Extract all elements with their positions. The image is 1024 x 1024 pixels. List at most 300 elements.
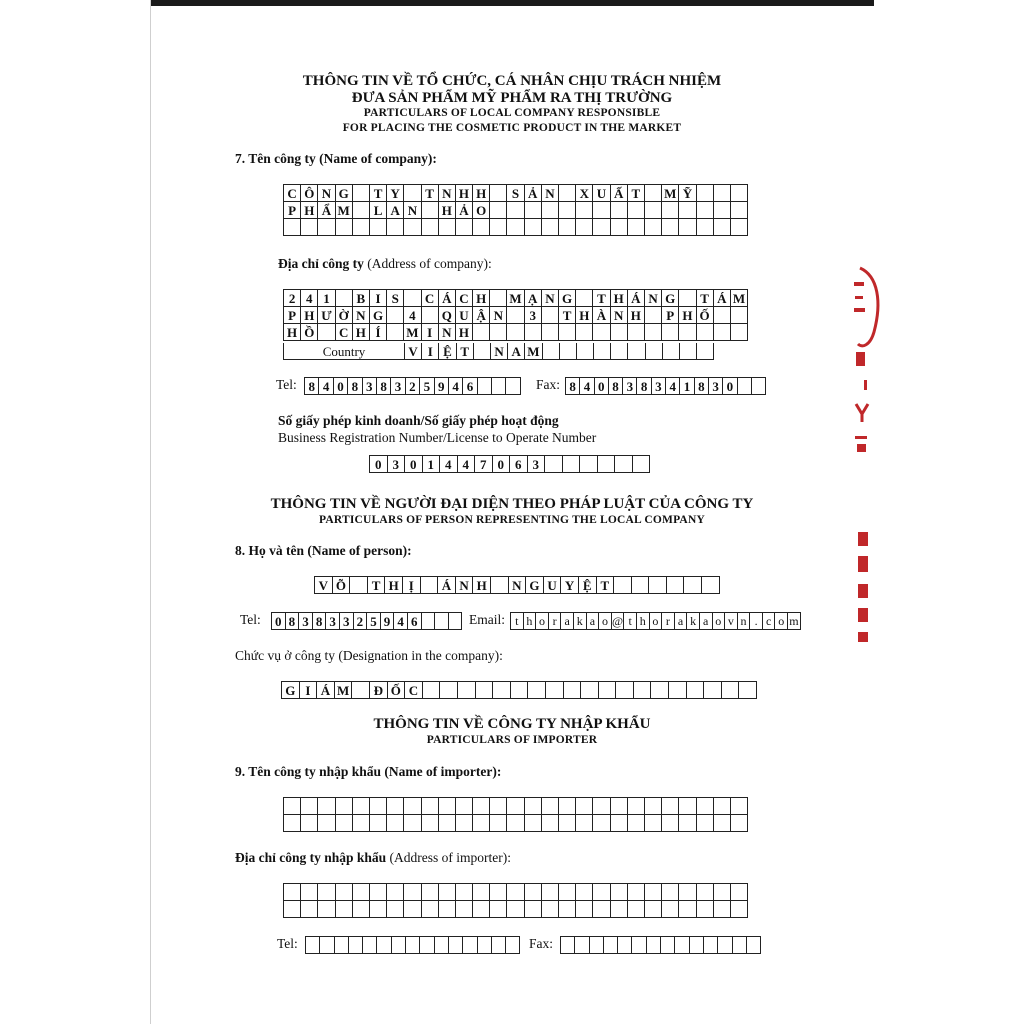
designation-cell[interactable]: Ố bbox=[388, 682, 406, 699]
country-cell[interactable]: T bbox=[457, 343, 474, 360]
importer-address-cell[interactable] bbox=[697, 901, 714, 918]
importer-address-cell[interactable] bbox=[456, 901, 473, 918]
company-address-cell[interactable]: Ồ bbox=[301, 324, 318, 341]
company-name-cell[interactable] bbox=[404, 185, 421, 202]
importer-name-cell[interactable] bbox=[336, 815, 353, 832]
importer-name-cell[interactable] bbox=[559, 798, 576, 815]
company-address-cell[interactable] bbox=[490, 290, 507, 307]
importer-address-cell[interactable] bbox=[525, 901, 542, 918]
importer-name-cell[interactable] bbox=[404, 815, 421, 832]
company-tel-grid[interactable] bbox=[304, 377, 521, 395]
company-address-cell[interactable]: 4 bbox=[301, 290, 318, 307]
company-name-cell[interactable] bbox=[714, 219, 731, 236]
company-name-cell[interactable] bbox=[593, 219, 610, 236]
company-address-cell[interactable] bbox=[645, 324, 662, 341]
designation-cell[interactable] bbox=[476, 682, 494, 699]
person-email-cell[interactable]: h bbox=[637, 613, 650, 630]
company-address-cell[interactable]: Q bbox=[439, 307, 456, 324]
importer-tel-cell[interactable] bbox=[449, 937, 463, 954]
company-name-cell[interactable] bbox=[697, 219, 714, 236]
designation-cell[interactable] bbox=[546, 682, 564, 699]
company-name-cell[interactable] bbox=[679, 202, 696, 219]
person-email-grid[interactable] bbox=[510, 612, 801, 630]
importer-address-cell[interactable] bbox=[507, 901, 524, 918]
person-email-cell[interactable]: t bbox=[624, 613, 637, 630]
company-address-cell[interactable] bbox=[525, 324, 542, 341]
company-fax-cell[interactable]: 4 bbox=[666, 378, 680, 395]
company-tel-cell[interactable] bbox=[492, 378, 506, 395]
importer-address-cell[interactable] bbox=[697, 884, 714, 901]
company-address-cell[interactable]: Ờ bbox=[336, 307, 353, 324]
designation-cell[interactable] bbox=[722, 682, 740, 699]
country-cell[interactable]: V bbox=[405, 343, 422, 360]
person-tel-cell[interactable]: 9 bbox=[381, 613, 395, 630]
company-name-cell[interactable]: L bbox=[370, 202, 387, 219]
company-address-cell[interactable]: N bbox=[645, 290, 662, 307]
person-name-cell[interactable]: T bbox=[368, 577, 386, 594]
importer-fax-cell[interactable] bbox=[747, 937, 761, 954]
company-name-cell[interactable] bbox=[662, 202, 679, 219]
importer-address-cell[interactable] bbox=[611, 901, 628, 918]
company-address-cell[interactable]: À bbox=[593, 307, 610, 324]
person-email-cell[interactable]: o bbox=[650, 613, 663, 630]
importer-name-cell[interactable] bbox=[525, 815, 542, 832]
person-email-cell[interactable]: v bbox=[725, 613, 738, 630]
company-address-cell[interactable] bbox=[404, 290, 421, 307]
company-address-cell[interactable] bbox=[645, 307, 662, 324]
importer-fax-cell[interactable] bbox=[647, 937, 661, 954]
company-name-cell[interactable]: Ỹ bbox=[679, 185, 696, 202]
company-name-cell[interactable] bbox=[542, 202, 559, 219]
company-tel-cell[interactable]: 5 bbox=[420, 378, 434, 395]
person-tel-cell[interactable]: 5 bbox=[367, 613, 381, 630]
importer-name-cell[interactable] bbox=[662, 815, 679, 832]
license-number-cell[interactable]: 7 bbox=[475, 456, 493, 473]
importer-address-cell[interactable] bbox=[628, 884, 645, 901]
person-name-cell[interactable] bbox=[667, 577, 685, 594]
person-tel-cell[interactable]: 3 bbox=[340, 613, 354, 630]
importer-address-cell[interactable] bbox=[370, 901, 387, 918]
importer-address-cell[interactable] bbox=[318, 901, 335, 918]
importer-fax-cell[interactable] bbox=[690, 937, 704, 954]
country-cell[interactable] bbox=[577, 343, 594, 360]
company-name-cell[interactable] bbox=[697, 185, 714, 202]
country-cell[interactable]: N bbox=[491, 343, 508, 360]
importer-address-cell[interactable] bbox=[301, 901, 318, 918]
person-email-cell[interactable]: a bbox=[561, 613, 574, 630]
importer-name-grid[interactable] bbox=[283, 797, 748, 832]
company-address-cell[interactable] bbox=[576, 324, 593, 341]
designation-cell[interactable]: Đ bbox=[370, 682, 388, 699]
country-cell[interactable] bbox=[663, 343, 680, 360]
designation-cell[interactable]: M bbox=[335, 682, 353, 699]
importer-name-cell[interactable] bbox=[318, 815, 335, 832]
company-name-cell[interactable]: G bbox=[336, 185, 353, 202]
company-address-cell[interactable]: Á bbox=[439, 290, 456, 307]
importer-tel-cell[interactable] bbox=[335, 937, 349, 954]
company-tel-cell[interactable]: 3 bbox=[391, 378, 405, 395]
designation-cell[interactable]: G bbox=[282, 682, 300, 699]
importer-name-cell[interactable] bbox=[628, 815, 645, 832]
company-name-cell[interactable] bbox=[559, 185, 576, 202]
country-cell[interactable] bbox=[646, 343, 663, 360]
importer-address-cell[interactable] bbox=[645, 884, 662, 901]
company-name-cell[interactable]: Ả bbox=[456, 202, 473, 219]
company-address-cell[interactable]: 1 bbox=[318, 290, 335, 307]
person-name-cell[interactable] bbox=[649, 577, 667, 594]
company-address-cell[interactable]: 3 bbox=[525, 307, 542, 324]
importer-name-cell[interactable] bbox=[387, 798, 404, 815]
person-name-cell[interactable] bbox=[684, 577, 702, 594]
company-address-cell[interactable]: H bbox=[473, 290, 490, 307]
company-address-cell[interactable]: P bbox=[284, 307, 301, 324]
importer-name-cell[interactable] bbox=[490, 798, 507, 815]
company-name-cell[interactable]: M bbox=[336, 202, 353, 219]
company-name-cell[interactable] bbox=[507, 219, 524, 236]
company-name-cell[interactable] bbox=[456, 219, 473, 236]
importer-address-cell[interactable] bbox=[284, 884, 301, 901]
person-name-grid[interactable] bbox=[314, 576, 720, 594]
importer-name-cell[interactable] bbox=[284, 815, 301, 832]
company-name-cell[interactable]: Y bbox=[387, 185, 404, 202]
company-address-cell[interactable] bbox=[422, 307, 439, 324]
importer-address-cell[interactable] bbox=[318, 884, 335, 901]
company-name-cell[interactable] bbox=[387, 219, 404, 236]
importer-address-cell[interactable] bbox=[353, 901, 370, 918]
company-name-cell[interactable] bbox=[679, 219, 696, 236]
company-name-cell[interactable] bbox=[645, 219, 662, 236]
importer-name-cell[interactable] bbox=[404, 798, 421, 815]
company-address-cell[interactable]: 4 bbox=[404, 307, 421, 324]
person-tel-cell[interactable]: 4 bbox=[394, 613, 408, 630]
company-name-cell[interactable] bbox=[490, 219, 507, 236]
importer-address-cell[interactable] bbox=[507, 884, 524, 901]
person-tel-cell[interactable]: 0 bbox=[272, 613, 286, 630]
company-address-cell[interactable]: H bbox=[679, 307, 696, 324]
person-name-cell[interactable]: G bbox=[526, 577, 544, 594]
company-name-cell[interactable] bbox=[628, 202, 645, 219]
company-name-cell[interactable] bbox=[490, 185, 507, 202]
company-name-cell[interactable]: O bbox=[473, 202, 490, 219]
company-address-cell[interactable]: N bbox=[490, 307, 507, 324]
company-name-cell[interactable]: Ô bbox=[301, 185, 318, 202]
company-tel-cell[interactable]: 8 bbox=[305, 378, 319, 395]
person-name-cell[interactable]: V bbox=[315, 577, 333, 594]
company-fax-cell[interactable]: 8 bbox=[566, 378, 580, 395]
company-name-grid[interactable] bbox=[283, 184, 748, 236]
license-number-grid[interactable] bbox=[369, 455, 650, 473]
designation-cell[interactable]: I bbox=[300, 682, 318, 699]
company-address-cell[interactable] bbox=[507, 324, 524, 341]
importer-fax-cell[interactable] bbox=[618, 937, 632, 954]
importer-tel-cell[interactable] bbox=[320, 937, 334, 954]
company-name-cell[interactable]: N bbox=[439, 185, 456, 202]
importer-fax-cell[interactable] bbox=[661, 937, 675, 954]
company-address-cell[interactable]: H bbox=[301, 307, 318, 324]
company-address-cell[interactable]: T bbox=[559, 307, 576, 324]
designation-cell[interactable]: Á bbox=[317, 682, 335, 699]
person-email-cell[interactable]: t bbox=[511, 613, 524, 630]
designation-cell[interactable] bbox=[458, 682, 476, 699]
importer-name-cell[interactable] bbox=[284, 798, 301, 815]
company-country-grid[interactable] bbox=[283, 343, 714, 360]
company-address-cell[interactable]: Á bbox=[714, 290, 731, 307]
importer-tel-cell[interactable] bbox=[392, 937, 406, 954]
importer-fax-cell[interactable] bbox=[632, 937, 646, 954]
company-tel-cell[interactable]: 3 bbox=[363, 378, 377, 395]
importer-name-cell[interactable] bbox=[439, 798, 456, 815]
importer-address-cell[interactable] bbox=[284, 901, 301, 918]
company-fax-cell[interactable]: 1 bbox=[680, 378, 694, 395]
person-name-cell[interactable] bbox=[421, 577, 439, 594]
importer-fax-cell[interactable] bbox=[604, 937, 618, 954]
company-address-cell[interactable]: H bbox=[611, 290, 628, 307]
company-address-cell[interactable]: B bbox=[353, 290, 370, 307]
person-name-cell[interactable]: Ị bbox=[403, 577, 421, 594]
company-name-cell[interactable] bbox=[353, 202, 370, 219]
company-address-cell[interactable]: M bbox=[731, 290, 748, 307]
importer-name-cell[interactable] bbox=[353, 815, 370, 832]
license-number-cell[interactable] bbox=[615, 456, 633, 473]
company-name-cell[interactable]: C bbox=[284, 185, 301, 202]
company-address-cell[interactable] bbox=[714, 324, 731, 341]
license-number-cell[interactable]: 4 bbox=[440, 456, 458, 473]
importer-address-cell[interactable] bbox=[714, 901, 731, 918]
designation-grid[interactable] bbox=[281, 681, 757, 699]
company-address-cell[interactable]: Ạ bbox=[525, 290, 542, 307]
importer-tel-cell[interactable] bbox=[492, 937, 506, 954]
importer-address-cell[interactable] bbox=[593, 884, 610, 901]
company-fax-cell[interactable]: 0 bbox=[595, 378, 609, 395]
company-address-cell[interactable]: T bbox=[593, 290, 610, 307]
company-fax-cell[interactable] bbox=[752, 378, 766, 395]
importer-address-cell[interactable] bbox=[353, 884, 370, 901]
company-name-cell[interactable]: Ả bbox=[525, 185, 542, 202]
company-name-cell[interactable]: N bbox=[404, 202, 421, 219]
importer-name-cell[interactable] bbox=[542, 798, 559, 815]
company-name-cell[interactable]: P bbox=[284, 202, 301, 219]
company-name-cell[interactable]: H bbox=[473, 185, 490, 202]
importer-address-cell[interactable] bbox=[336, 901, 353, 918]
importer-name-cell[interactable] bbox=[525, 798, 542, 815]
person-name-cell[interactable]: H bbox=[385, 577, 403, 594]
person-email-cell[interactable]: o bbox=[536, 613, 549, 630]
importer-tel-cell[interactable] bbox=[435, 937, 449, 954]
importer-address-cell[interactable] bbox=[370, 884, 387, 901]
importer-name-cell[interactable] bbox=[318, 798, 335, 815]
importer-name-cell[interactable] bbox=[301, 815, 318, 832]
company-name-cell[interactable]: H bbox=[439, 202, 456, 219]
license-number-cell[interactable]: 0 bbox=[493, 456, 511, 473]
designation-cell[interactable] bbox=[651, 682, 669, 699]
designation-cell[interactable] bbox=[704, 682, 722, 699]
company-address-cell[interactable]: T bbox=[697, 290, 714, 307]
importer-name-cell[interactable] bbox=[336, 798, 353, 815]
company-address-cell[interactable] bbox=[611, 324, 628, 341]
company-fax-cell[interactable]: 8 bbox=[637, 378, 651, 395]
company-name-cell[interactable] bbox=[422, 202, 439, 219]
person-email-cell[interactable]: a bbox=[675, 613, 688, 630]
person-name-cell[interactable]: H bbox=[473, 577, 491, 594]
company-address-cell[interactable]: M bbox=[404, 324, 421, 341]
company-name-cell[interactable] bbox=[576, 202, 593, 219]
importer-address-cell[interactable] bbox=[439, 901, 456, 918]
company-name-cell[interactable]: T bbox=[628, 185, 645, 202]
importer-address-cell[interactable] bbox=[490, 884, 507, 901]
company-name-cell[interactable] bbox=[731, 219, 748, 236]
designation-cell[interactable] bbox=[493, 682, 511, 699]
designation-cell[interactable] bbox=[616, 682, 634, 699]
company-address-cell[interactable] bbox=[714, 307, 731, 324]
company-name-cell[interactable] bbox=[559, 219, 576, 236]
person-email-cell[interactable]: h bbox=[524, 613, 537, 630]
country-cell[interactable] bbox=[543, 343, 560, 360]
designation-cell[interactable] bbox=[564, 682, 582, 699]
company-address-cell[interactable]: G bbox=[370, 307, 387, 324]
importer-name-cell[interactable] bbox=[576, 815, 593, 832]
company-name-cell[interactable] bbox=[318, 219, 335, 236]
company-address-cell[interactable] bbox=[387, 307, 404, 324]
importer-name-cell[interactable] bbox=[490, 815, 507, 832]
company-tel-cell[interactable] bbox=[506, 378, 520, 395]
importer-name-cell[interactable] bbox=[645, 798, 662, 815]
company-address-cell[interactable] bbox=[387, 324, 404, 341]
importer-fax-cell[interactable] bbox=[704, 937, 718, 954]
license-number-cell[interactable] bbox=[598, 456, 616, 473]
license-number-cell[interactable]: 0 bbox=[370, 456, 388, 473]
company-name-cell[interactable] bbox=[542, 219, 559, 236]
person-email-cell[interactable]: a bbox=[587, 613, 600, 630]
company-name-cell[interactable]: Ẩ bbox=[318, 202, 335, 219]
importer-address-cell[interactable] bbox=[576, 884, 593, 901]
importer-address-cell[interactable] bbox=[422, 884, 439, 901]
company-name-cell[interactable] bbox=[422, 219, 439, 236]
importer-address-cell[interactable] bbox=[439, 884, 456, 901]
company-fax-cell[interactable]: 3 bbox=[652, 378, 666, 395]
company-address-cell[interactable]: N bbox=[611, 307, 628, 324]
country-cell[interactable] bbox=[474, 343, 491, 360]
importer-fax-cell[interactable] bbox=[733, 937, 747, 954]
company-name-cell[interactable] bbox=[697, 202, 714, 219]
importer-address-cell[interactable] bbox=[662, 884, 679, 901]
company-address-cell[interactable]: G bbox=[662, 290, 679, 307]
country-cell[interactable]: Ệ bbox=[439, 343, 456, 360]
license-number-cell[interactable] bbox=[580, 456, 598, 473]
designation-cell[interactable] bbox=[634, 682, 652, 699]
person-tel-cell[interactable]: 6 bbox=[408, 613, 422, 630]
importer-address-cell[interactable] bbox=[645, 901, 662, 918]
company-address-cell[interactable] bbox=[490, 324, 507, 341]
importer-address-cell[interactable] bbox=[336, 884, 353, 901]
importer-address-cell[interactable] bbox=[490, 901, 507, 918]
importer-address-cell[interactable] bbox=[628, 901, 645, 918]
person-email-cell[interactable]: a bbox=[700, 613, 713, 630]
importer-name-cell[interactable] bbox=[301, 798, 318, 815]
company-name-cell[interactable] bbox=[576, 219, 593, 236]
person-name-cell[interactable]: Á bbox=[438, 577, 456, 594]
person-email-cell[interactable]: k bbox=[687, 613, 700, 630]
person-email-cell[interactable]: r bbox=[549, 613, 562, 630]
person-name-cell[interactable]: Õ bbox=[333, 577, 351, 594]
person-name-cell[interactable]: Y bbox=[561, 577, 579, 594]
company-tel-cell[interactable]: 8 bbox=[377, 378, 391, 395]
importer-name-cell[interactable] bbox=[370, 815, 387, 832]
company-name-cell[interactable] bbox=[473, 219, 490, 236]
importer-address-cell[interactable] bbox=[679, 884, 696, 901]
importer-name-cell[interactable] bbox=[679, 798, 696, 815]
company-address-cell[interactable] bbox=[507, 307, 524, 324]
person-name-cell[interactable]: Ệ bbox=[579, 577, 597, 594]
company-name-cell[interactable] bbox=[731, 185, 748, 202]
importer-address-cell[interactable] bbox=[473, 901, 490, 918]
importer-name-cell[interactable] bbox=[611, 815, 628, 832]
person-name-cell[interactable] bbox=[702, 577, 720, 594]
company-name-cell[interactable]: H bbox=[456, 185, 473, 202]
company-address-cell[interactable] bbox=[318, 324, 335, 341]
company-address-cell[interactable]: H bbox=[576, 307, 593, 324]
designation-cell[interactable] bbox=[599, 682, 617, 699]
company-address-cell[interactable]: Í bbox=[370, 324, 387, 341]
importer-address-cell[interactable] bbox=[422, 901, 439, 918]
company-address-cell[interactable]: N bbox=[439, 324, 456, 341]
company-address-cell[interactable]: C bbox=[456, 290, 473, 307]
company-address-cell[interactable]: U bbox=[456, 307, 473, 324]
person-tel-cell[interactable] bbox=[435, 613, 449, 630]
company-fax-cell[interactable]: 3 bbox=[623, 378, 637, 395]
importer-address-cell[interactable] bbox=[301, 884, 318, 901]
importer-name-cell[interactable] bbox=[439, 815, 456, 832]
company-address-cell[interactable]: 2 bbox=[284, 290, 301, 307]
person-tel-cell[interactable] bbox=[422, 613, 436, 630]
company-tel-cell[interactable] bbox=[478, 378, 492, 395]
designation-cell[interactable] bbox=[669, 682, 687, 699]
person-tel-cell[interactable]: 2 bbox=[354, 613, 368, 630]
importer-name-cell[interactable] bbox=[542, 815, 559, 832]
importer-tel-cell[interactable] bbox=[377, 937, 391, 954]
license-number-cell[interactable]: 0 bbox=[405, 456, 423, 473]
company-address-cell[interactable]: Á bbox=[628, 290, 645, 307]
importer-name-cell[interactable] bbox=[628, 798, 645, 815]
company-address-cell[interactable]: H bbox=[353, 324, 370, 341]
country-cell[interactable] bbox=[628, 343, 645, 360]
importer-tel-cell[interactable] bbox=[349, 937, 363, 954]
importer-tel-cell[interactable] bbox=[478, 937, 492, 954]
importer-name-cell[interactable] bbox=[697, 815, 714, 832]
importer-name-cell[interactable] bbox=[576, 798, 593, 815]
company-fax-cell[interactable]: 4 bbox=[580, 378, 594, 395]
company-name-cell[interactable] bbox=[525, 202, 542, 219]
importer-name-cell[interactable] bbox=[593, 798, 610, 815]
person-tel-cell[interactable] bbox=[449, 613, 463, 630]
company-name-cell[interactable] bbox=[525, 219, 542, 236]
company-address-cell[interactable] bbox=[336, 290, 353, 307]
company-name-cell[interactable] bbox=[611, 202, 628, 219]
importer-name-cell[interactable] bbox=[611, 798, 628, 815]
importer-name-cell[interactable] bbox=[456, 815, 473, 832]
license-number-cell[interactable]: 4 bbox=[458, 456, 476, 473]
person-email-cell[interactable]: m bbox=[788, 613, 801, 630]
importer-address-cell[interactable] bbox=[525, 884, 542, 901]
designation-cell[interactable] bbox=[687, 682, 705, 699]
company-name-cell[interactable]: Ấ bbox=[611, 185, 628, 202]
company-name-cell[interactable] bbox=[593, 202, 610, 219]
company-address-cell[interactable]: P bbox=[662, 307, 679, 324]
company-address-grid[interactable] bbox=[283, 289, 748, 341]
country-cell[interactable] bbox=[680, 343, 697, 360]
importer-address-cell[interactable] bbox=[611, 884, 628, 901]
license-number-cell[interactable]: 1 bbox=[423, 456, 441, 473]
company-address-cell[interactable]: C bbox=[422, 290, 439, 307]
